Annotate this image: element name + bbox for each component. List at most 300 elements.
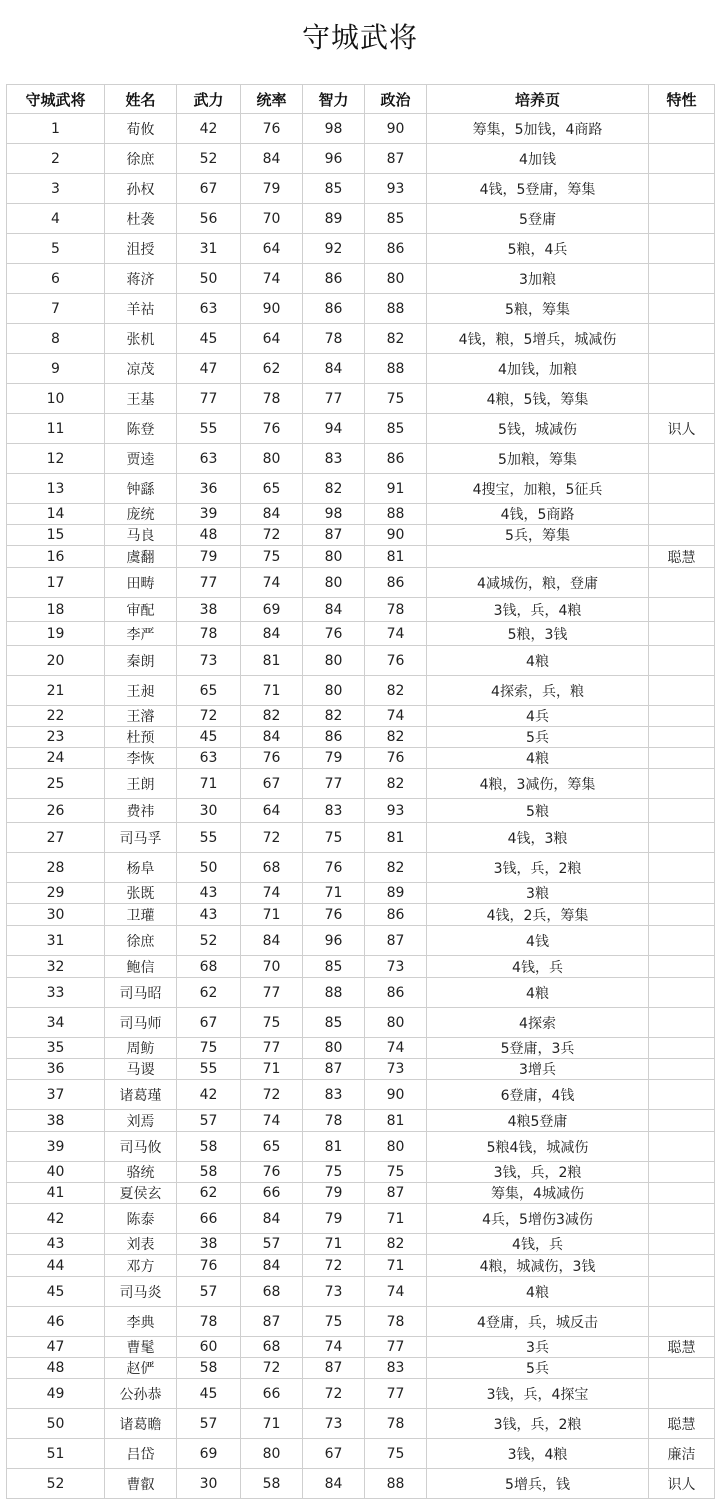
command-cell: 90 — [241, 294, 303, 324]
command-cell: 87 — [241, 1307, 303, 1337]
command-cell: 80 — [241, 1439, 303, 1469]
training-cell: 4粮，城减伤，3钱 — [427, 1255, 649, 1277]
training-cell: 5粮4钱，城减伤 — [427, 1132, 649, 1162]
trait-cell — [649, 354, 715, 384]
trait-cell — [649, 748, 715, 769]
table-row — [7, 853, 715, 883]
table-row — [7, 504, 715, 525]
trait-cell — [649, 1110, 715, 1132]
header-cell: 智力 — [303, 85, 365, 114]
training-cell: 4加钱 — [427, 144, 649, 174]
command-cell: 76 — [241, 748, 303, 769]
rank-cell: 21 — [7, 676, 105, 706]
politics-cell: 88 — [365, 294, 427, 324]
force-cell: 43 — [177, 904, 241, 926]
force-cell: 67 — [177, 1008, 241, 1038]
rank-cell: 31 — [7, 926, 105, 956]
intellect-cell: 76 — [303, 904, 365, 926]
politics-cell: 87 — [365, 926, 427, 956]
trait-cell — [649, 1234, 715, 1255]
command-cell: 72 — [241, 1080, 303, 1110]
politics-cell: 76 — [365, 748, 427, 769]
command-cell: 74 — [241, 1110, 303, 1132]
command-cell: 72 — [241, 1358, 303, 1379]
force-cell: 38 — [177, 1234, 241, 1255]
training-cell: 4钱，粮，5增兵，城减伤 — [427, 324, 649, 354]
rank-cell: 38 — [7, 1110, 105, 1132]
name-cell: 王基 — [105, 384, 177, 414]
politics-cell: 86 — [365, 568, 427, 598]
rank-cell: 43 — [7, 1234, 105, 1255]
trait-cell — [649, 144, 715, 174]
header-cell: 培养页 — [427, 85, 649, 114]
training-cell: 4探索，兵，粮 — [427, 676, 649, 706]
rank-cell: 52 — [7, 1469, 105, 1499]
trait-cell — [649, 1255, 715, 1277]
force-cell: 55 — [177, 414, 241, 444]
command-cell: 84 — [241, 504, 303, 525]
training-cell — [427, 546, 649, 568]
trait-cell — [649, 324, 715, 354]
politics-cell: 85 — [365, 414, 427, 444]
intellect-cell: 80 — [303, 646, 365, 676]
trait-cell: 聪慧 — [649, 546, 715, 568]
command-cell: 84 — [241, 1255, 303, 1277]
training-cell: 5粮，筹集 — [427, 294, 649, 324]
rank-cell: 39 — [7, 1132, 105, 1162]
politics-cell: 73 — [365, 956, 427, 978]
intellect-cell: 74 — [303, 1337, 365, 1358]
intellect-cell: 85 — [303, 1008, 365, 1038]
table-row — [7, 1204, 715, 1234]
force-cell: 30 — [177, 1469, 241, 1499]
training-cell: 5增兵，钱 — [427, 1469, 649, 1499]
politics-cell: 78 — [365, 1307, 427, 1337]
command-cell: 64 — [241, 324, 303, 354]
table-row — [7, 1183, 715, 1204]
intellect-cell: 81 — [303, 1132, 365, 1162]
name-cell: 王昶 — [105, 676, 177, 706]
training-cell: 4钱 — [427, 926, 649, 956]
politics-cell: 80 — [365, 264, 427, 294]
table-row — [7, 474, 715, 504]
command-cell: 75 — [241, 546, 303, 568]
header-cell: 武力 — [177, 85, 241, 114]
table-row — [7, 799, 715, 823]
rank-cell: 26 — [7, 799, 105, 823]
politics-cell: 82 — [365, 853, 427, 883]
table-row — [7, 234, 715, 264]
rank-cell: 30 — [7, 904, 105, 926]
name-cell: 夏侯玄 — [105, 1183, 177, 1204]
command-cell: 70 — [241, 204, 303, 234]
rank-cell: 23 — [7, 727, 105, 748]
intellect-cell: 85 — [303, 956, 365, 978]
name-cell: 曹髦 — [105, 1337, 177, 1358]
force-cell: 43 — [177, 883, 241, 904]
rank-cell: 48 — [7, 1358, 105, 1379]
force-cell: 50 — [177, 264, 241, 294]
politics-cell: 80 — [365, 1132, 427, 1162]
force-cell: 52 — [177, 144, 241, 174]
politics-cell: 78 — [365, 598, 427, 622]
intellect-cell: 98 — [303, 504, 365, 525]
rank-cell: 2 — [7, 144, 105, 174]
politics-cell: 81 — [365, 823, 427, 853]
name-cell: 卫瓘 — [105, 904, 177, 926]
force-cell: 60 — [177, 1337, 241, 1358]
name-cell: 杜预 — [105, 727, 177, 748]
rank-cell: 20 — [7, 646, 105, 676]
name-cell: 司马孚 — [105, 823, 177, 853]
table-row — [7, 114, 715, 144]
table-row — [7, 1469, 715, 1499]
name-cell: 马良 — [105, 525, 177, 546]
rank-cell: 13 — [7, 474, 105, 504]
force-cell: 71 — [177, 769, 241, 799]
intellect-cell: 83 — [303, 444, 365, 474]
force-cell: 56 — [177, 204, 241, 234]
rank-cell: 8 — [7, 324, 105, 354]
name-cell: 周鲂 — [105, 1038, 177, 1059]
trait-cell — [649, 883, 715, 904]
name-cell: 徐庶 — [105, 144, 177, 174]
force-cell: 57 — [177, 1409, 241, 1439]
rank-cell: 44 — [7, 1255, 105, 1277]
training-cell: 4钱，5登庸，筹集 — [427, 174, 649, 204]
training-cell: 3加粮 — [427, 264, 649, 294]
training-cell: 4粮5登庸 — [427, 1110, 649, 1132]
table-row — [7, 1358, 715, 1379]
training-cell: 3钱，兵，2粮 — [427, 1162, 649, 1183]
training-cell: 4粮，5钱，筹集 — [427, 384, 649, 414]
politics-cell: 74 — [365, 1277, 427, 1307]
intellect-cell: 82 — [303, 706, 365, 727]
name-cell: 诸葛瞻 — [105, 1409, 177, 1439]
rank-cell: 50 — [7, 1409, 105, 1439]
force-cell: 73 — [177, 646, 241, 676]
trait-cell — [649, 1183, 715, 1204]
command-cell: 71 — [241, 904, 303, 926]
trait-cell — [649, 204, 715, 234]
intellect-cell: 86 — [303, 727, 365, 748]
trait-cell — [649, 525, 715, 546]
politics-cell: 74 — [365, 622, 427, 646]
trait-cell — [649, 444, 715, 474]
table-row — [7, 769, 715, 799]
politics-cell: 89 — [365, 883, 427, 904]
politics-cell: 76 — [365, 646, 427, 676]
table-row — [7, 546, 715, 568]
force-cell: 63 — [177, 444, 241, 474]
training-cell: 5粮，4兵 — [427, 234, 649, 264]
force-cell: 77 — [177, 384, 241, 414]
trait-cell: 聪慧 — [649, 1409, 715, 1439]
command-cell: 65 — [241, 474, 303, 504]
table-row — [7, 1132, 715, 1162]
force-cell: 45 — [177, 1379, 241, 1409]
table-row — [7, 144, 715, 174]
intellect-cell: 75 — [303, 1162, 365, 1183]
name-cell: 徐庶 — [105, 926, 177, 956]
name-cell: 虞翻 — [105, 546, 177, 568]
politics-cell: 75 — [365, 384, 427, 414]
training-cell: 4登庸，兵，城反击 — [427, 1307, 649, 1337]
intellect-cell: 75 — [303, 1307, 365, 1337]
intellect-cell: 72 — [303, 1379, 365, 1409]
force-cell: 78 — [177, 622, 241, 646]
trait-cell: 识人 — [649, 1469, 715, 1499]
training-cell: 4探索 — [427, 1008, 649, 1038]
trait-cell — [649, 1204, 715, 1234]
intellect-cell: 82 — [303, 474, 365, 504]
politics-cell: 87 — [365, 144, 427, 174]
intellect-cell: 86 — [303, 264, 365, 294]
name-cell: 陈登 — [105, 414, 177, 444]
table-row — [7, 904, 715, 926]
roster-table — [6, 84, 715, 1499]
name-cell: 鲍信 — [105, 956, 177, 978]
training-cell: 6登庸，4钱 — [427, 1080, 649, 1110]
politics-cell: 86 — [365, 444, 427, 474]
politics-cell: 73 — [365, 1059, 427, 1080]
table-row — [7, 204, 715, 234]
rank-cell: 22 — [7, 706, 105, 727]
table-row — [7, 294, 715, 324]
force-cell: 42 — [177, 114, 241, 144]
intellect-cell: 71 — [303, 1234, 365, 1255]
trait-cell — [649, 978, 715, 1008]
table-row — [7, 706, 715, 727]
intellect-cell: 94 — [303, 414, 365, 444]
table-row — [7, 883, 715, 904]
intellect-cell: 72 — [303, 1255, 365, 1277]
force-cell: 77 — [177, 568, 241, 598]
training-cell: 4粮，3减伤，筹集 — [427, 769, 649, 799]
intellect-cell: 80 — [303, 568, 365, 598]
force-cell: 45 — [177, 727, 241, 748]
trait-cell: 聪慧 — [649, 1337, 715, 1358]
rank-cell: 4 — [7, 204, 105, 234]
politics-cell: 88 — [365, 1469, 427, 1499]
name-cell: 李严 — [105, 622, 177, 646]
training-cell: 5钱，城减伤 — [427, 414, 649, 444]
name-cell: 凉茂 — [105, 354, 177, 384]
rank-cell: 33 — [7, 978, 105, 1008]
name-cell: 羊祜 — [105, 294, 177, 324]
training-cell: 4粮 — [427, 978, 649, 1008]
training-cell: 4粮 — [427, 646, 649, 676]
intellect-cell: 80 — [303, 1038, 365, 1059]
training-cell: 5兵 — [427, 1358, 649, 1379]
force-cell: 58 — [177, 1162, 241, 1183]
intellect-cell: 71 — [303, 883, 365, 904]
command-cell: 69 — [241, 598, 303, 622]
trait-cell — [649, 1162, 715, 1183]
trait-cell — [649, 568, 715, 598]
trait-cell — [649, 294, 715, 324]
training-cell: 5粮，3钱 — [427, 622, 649, 646]
training-cell: 3兵 — [427, 1337, 649, 1358]
force-cell: 30 — [177, 799, 241, 823]
command-cell: 66 — [241, 1379, 303, 1409]
rank-cell: 14 — [7, 504, 105, 525]
politics-cell: 80 — [365, 1008, 427, 1038]
name-cell: 荀攸 — [105, 114, 177, 144]
command-cell: 75 — [241, 1008, 303, 1038]
politics-cell: 77 — [365, 1337, 427, 1358]
politics-cell: 90 — [365, 525, 427, 546]
intellect-cell: 80 — [303, 546, 365, 568]
intellect-cell: 87 — [303, 525, 365, 546]
force-cell: 65 — [177, 676, 241, 706]
politics-cell: 91 — [365, 474, 427, 504]
command-cell: 68 — [241, 1277, 303, 1307]
name-cell: 杜袭 — [105, 204, 177, 234]
command-cell: 80 — [241, 444, 303, 474]
intellect-cell: 84 — [303, 598, 365, 622]
name-cell: 钟繇 — [105, 474, 177, 504]
command-cell: 66 — [241, 1183, 303, 1204]
intellect-cell: 79 — [303, 1183, 365, 1204]
table-row — [7, 444, 715, 474]
force-cell: 58 — [177, 1358, 241, 1379]
table-row — [7, 174, 715, 204]
intellect-cell: 98 — [303, 114, 365, 144]
table-row — [7, 598, 715, 622]
roster-body — [7, 114, 715, 1499]
training-cell: 4钱，2兵，筹集 — [427, 904, 649, 926]
trait-cell — [649, 727, 715, 748]
politics-cell: 81 — [365, 546, 427, 568]
rank-cell: 24 — [7, 748, 105, 769]
politics-cell: 71 — [365, 1204, 427, 1234]
table-row — [7, 1038, 715, 1059]
trait-cell — [649, 676, 715, 706]
training-cell: 4钱，5商路 — [427, 504, 649, 525]
name-cell: 吕岱 — [105, 1439, 177, 1469]
politics-cell: 77 — [365, 1379, 427, 1409]
rank-cell: 1 — [7, 114, 105, 144]
command-cell: 84 — [241, 727, 303, 748]
training-cell: 4兵，5增伤3减伤 — [427, 1204, 649, 1234]
politics-cell: 85 — [365, 204, 427, 234]
trait-cell — [649, 264, 715, 294]
intellect-cell: 76 — [303, 853, 365, 883]
command-cell: 62 — [241, 354, 303, 384]
trait-cell — [649, 904, 715, 926]
rank-cell: 11 — [7, 414, 105, 444]
rank-cell: 40 — [7, 1162, 105, 1183]
politics-cell: 90 — [365, 114, 427, 144]
intellect-cell: 84 — [303, 354, 365, 384]
force-cell: 76 — [177, 1255, 241, 1277]
rank-cell: 19 — [7, 622, 105, 646]
trait-cell — [649, 598, 715, 622]
intellect-cell: 75 — [303, 823, 365, 853]
command-cell: 74 — [241, 883, 303, 904]
trait-cell — [649, 769, 715, 799]
command-cell: 57 — [241, 1234, 303, 1255]
table-row — [7, 384, 715, 414]
rank-cell: 37 — [7, 1080, 105, 1110]
header-cell: 统率 — [241, 85, 303, 114]
rank-cell: 17 — [7, 568, 105, 598]
intellect-cell: 96 — [303, 926, 365, 956]
table-row — [7, 354, 715, 384]
force-cell: 36 — [177, 474, 241, 504]
politics-cell: 82 — [365, 324, 427, 354]
command-cell: 68 — [241, 853, 303, 883]
intellect-cell: 77 — [303, 384, 365, 414]
force-cell: 52 — [177, 926, 241, 956]
page-title: 守城武将 — [301, 21, 418, 54]
trait-cell — [649, 174, 715, 204]
rank-cell: 35 — [7, 1038, 105, 1059]
name-cell: 陈泰 — [105, 1204, 177, 1234]
command-cell: 82 — [241, 706, 303, 727]
table-row — [7, 1277, 715, 1307]
intellect-cell: 87 — [303, 1358, 365, 1379]
command-cell: 70 — [241, 956, 303, 978]
table-row — [7, 978, 715, 1008]
roster-table-wrapper — [6, 84, 714, 1499]
force-cell: 57 — [177, 1110, 241, 1132]
table-row — [7, 1337, 715, 1358]
intellect-cell: 73 — [303, 1409, 365, 1439]
intellect-cell: 78 — [303, 324, 365, 354]
command-cell: 71 — [241, 676, 303, 706]
command-cell: 77 — [241, 1038, 303, 1059]
name-cell: 刘焉 — [105, 1110, 177, 1132]
rank-cell: 12 — [7, 444, 105, 474]
name-cell: 孙权 — [105, 174, 177, 204]
name-cell: 司马攸 — [105, 1132, 177, 1162]
trait-cell — [649, 1080, 715, 1110]
trait-cell — [649, 926, 715, 956]
name-cell: 李典 — [105, 1307, 177, 1337]
command-cell: 64 — [241, 799, 303, 823]
force-cell: 38 — [177, 598, 241, 622]
training-cell: 5粮 — [427, 799, 649, 823]
command-cell: 76 — [241, 114, 303, 144]
politics-cell: 75 — [365, 1439, 427, 1469]
rank-cell: 15 — [7, 525, 105, 546]
politics-cell: 90 — [365, 1080, 427, 1110]
trait-cell — [649, 799, 715, 823]
rank-cell: 18 — [7, 598, 105, 622]
rank-cell: 28 — [7, 853, 105, 883]
command-cell: 76 — [241, 414, 303, 444]
command-cell: 74 — [241, 568, 303, 598]
intellect-cell: 86 — [303, 294, 365, 324]
training-cell: 4减城伤，粮，登庸 — [427, 568, 649, 598]
command-cell: 78 — [241, 384, 303, 414]
table-row — [7, 1307, 715, 1337]
force-cell: 57 — [177, 1277, 241, 1307]
politics-cell: 74 — [365, 706, 427, 727]
trait-cell — [649, 1307, 715, 1337]
force-cell: 45 — [177, 324, 241, 354]
name-cell: 司马昭 — [105, 978, 177, 1008]
command-cell: 68 — [241, 1337, 303, 1358]
command-cell: 77 — [241, 978, 303, 1008]
name-cell: 公孙恭 — [105, 1379, 177, 1409]
rank-cell: 5 — [7, 234, 105, 264]
name-cell: 刘表 — [105, 1234, 177, 1255]
trait-cell — [649, 1132, 715, 1162]
table-row — [7, 748, 715, 769]
